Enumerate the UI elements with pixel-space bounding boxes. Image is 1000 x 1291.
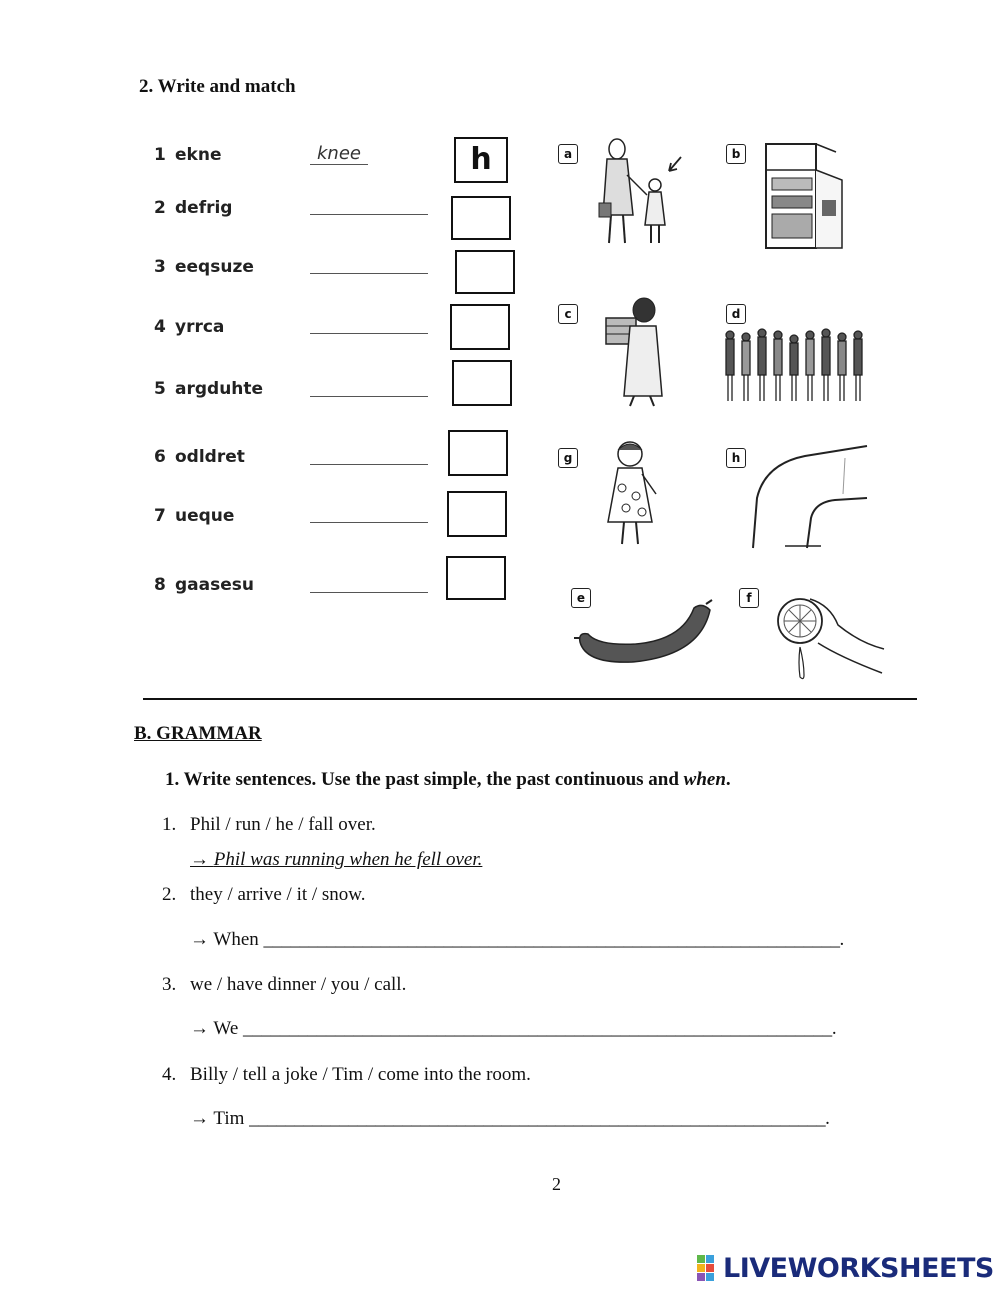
answer-line [190,1018,837,1040]
picture-label-b: b [726,144,746,164]
answer-blank[interactable]: ________________________________________________________________ [243,1018,832,1039]
picture-label-g: g [558,448,578,468]
exercise-number: 1. [162,814,177,835]
vocab-number: 4 [154,317,166,337]
fridge-illustration [762,140,872,252]
answer-blank[interactable]: ________________________________________________________________ [249,1108,826,1129]
answer-blank[interactable]: ________________________________________________________________ [263,929,840,950]
match-letter: h [470,142,492,177]
vocab-number: 5 [154,379,166,399]
liveworksheets-logo[interactable] [697,1253,994,1284]
scrambled-word: defrig [175,198,233,218]
section-title-write-match: 2. Write and match [139,76,296,97]
picture-label-a: a [558,144,578,164]
brand-name: LIVEWORKSHEETS [723,1253,994,1284]
grammar-instruction [165,769,731,791]
sentence-period: . [831,1018,837,1039]
match-box[interactable] [452,360,512,406]
answer-line [190,929,844,951]
vocab-number: 2 [154,198,166,218]
sentence-starter: When [213,929,259,950]
hand-squeezing-lemon-illustration [770,585,888,687]
exercise-number: 2. [162,884,177,905]
match-box[interactable] [447,491,507,537]
example-answer-text: Phil was running when he fell over. [213,849,483,870]
instruction-emphasis: when [683,769,726,790]
page-number: 2 [552,1174,561,1194]
arrow-icon: → [190,1108,209,1129]
answer-field[interactable] [310,396,428,397]
scrambled-word: eeqsuze [175,257,254,277]
match-box[interactable] [446,556,506,600]
arrow-icon: → [190,849,209,870]
liveworksheets-logo-icon [697,1255,723,1283]
picture-label-c: c [558,304,578,324]
instruction-text: 1. Write sentences. Use the past simple, the past continuous and [165,769,684,790]
sentence-starter: We [213,1018,239,1039]
arrow-icon: → [190,1018,209,1039]
knee-illustration [745,438,870,553]
picture-label-d: d [726,304,746,324]
match-box[interactable] [448,430,508,476]
picture-label-h: h [726,448,746,468]
answer-field[interactable] [310,333,428,334]
match-box[interactable] [450,304,510,350]
answer-underline [310,164,368,165]
vocab-number: 7 [154,506,166,526]
instruction-end: . [725,769,731,790]
exercise-prompt: Billy / tell a joke / Tim / come into the room. [190,1064,531,1085]
example-answer [190,849,482,871]
scrambled-word: argduhte [175,379,264,399]
sausage-illustration [572,598,717,678]
sentence-period: . [839,929,845,950]
scrambled-word: ueque [175,506,235,526]
queue-illustration [722,325,870,405]
picture-label-e: e [571,588,591,608]
girl-illustration [598,438,678,553]
vocab-number: 6 [154,447,166,467]
section-title-grammar: B. GRAMMAR [134,723,262,744]
scrambled-word: gaasesu [175,575,254,595]
woman-carrying-books-illustration [600,296,670,408]
exercise-prompt: Phil / run / he / fall over. [190,814,376,835]
arrow-icon: → [190,929,209,950]
section-divider [143,698,917,700]
answer-field[interactable] [310,273,428,274]
scrambled-word: yrrca [175,317,225,337]
match-box[interactable] [455,250,515,294]
answer-field[interactable] [310,214,428,215]
exercise-number: 4. [162,1064,177,1085]
exercise-number: 3. [162,974,177,995]
answer-field[interactable]: knee [317,143,361,164]
picture-label-f: f [739,588,759,608]
sentence-starter: Tim [213,1108,245,1129]
scrambled-word: ekne [175,145,222,165]
answer-field[interactable] [310,464,428,465]
sentence-period: . [825,1108,830,1129]
match-box[interactable] [451,196,511,240]
exercise-prompt: they / arrive / it / snow. [190,884,366,905]
answer-field[interactable] [310,522,428,523]
vocab-number: 8 [154,575,166,595]
scrambled-word: odldret [175,447,245,467]
mother-child-illustration [595,135,690,250]
answer-line [190,1108,830,1130]
exercise-prompt: we / have dinner / you / call. [190,974,407,995]
answer-field[interactable] [310,592,428,593]
match-box[interactable] [454,137,508,183]
vocab-number: 1 [154,145,166,165]
vocab-number: 3 [154,257,166,277]
